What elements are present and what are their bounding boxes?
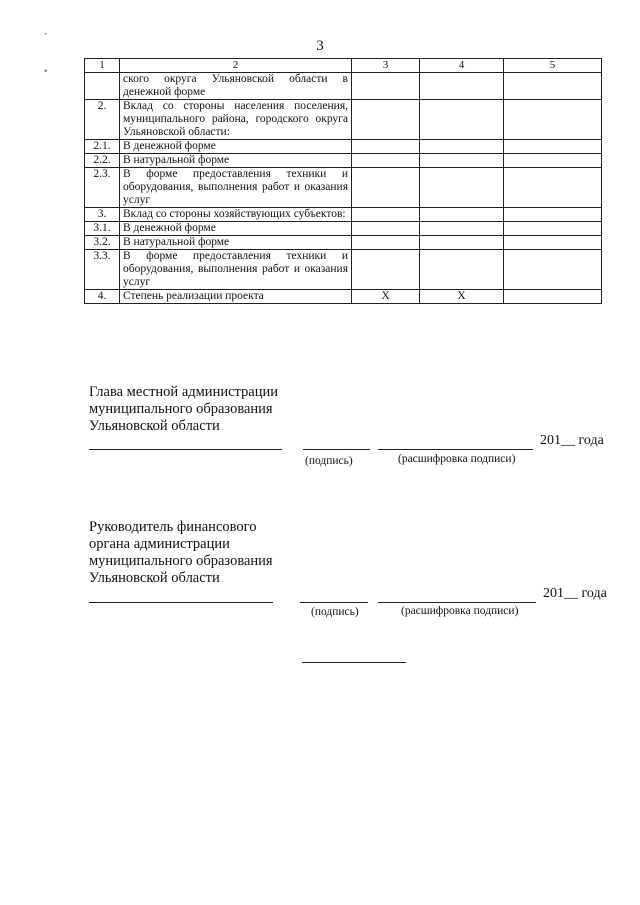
row-col-3: [352, 168, 420, 208]
row-col-5: [504, 208, 602, 222]
margin-mark-bullet: •: [44, 66, 48, 76]
table-row: [85, 290, 602, 304]
table-header-row: [85, 59, 602, 73]
row-number: 3.1.: [85, 222, 120, 236]
table-row: [85, 73, 602, 100]
table-row: [85, 168, 602, 208]
row-number: [85, 73, 120, 100]
row-description: В денежной форме: [120, 140, 352, 154]
title-line: Ульяновской области: [89, 418, 220, 434]
head-of-administration-title: [89, 384, 278, 435]
row-description: Вклад со стороны населения поселения, муниципального района, городского округа Ульяновской области:: [120, 100, 352, 140]
title-line: Глава местной администрации: [89, 384, 279, 400]
row-col-3: [352, 73, 420, 100]
row-col-4: [420, 100, 504, 140]
header-col-3: 3: [352, 59, 420, 73]
header-col-5: 5: [504, 59, 602, 73]
title-line: муниципального образования: [89, 401, 273, 417]
row-col-4: [420, 73, 504, 100]
table-row: [85, 222, 602, 236]
row-col-4: [420, 140, 504, 154]
row-description: В форме предоставления техники и оборудования, выполнения работ и оказания услуг: [120, 250, 352, 290]
row-col-4: [420, 222, 504, 236]
year-field: 201__ года: [543, 586, 607, 601]
table-row: [85, 154, 602, 168]
name-line: [89, 449, 282, 450]
row-col-5: [504, 73, 602, 100]
row-col-5: [504, 140, 602, 154]
row-description: В денежной форме: [120, 222, 352, 236]
signature-line: [300, 602, 368, 603]
row-col-5: [504, 100, 602, 140]
row-description: Степень реализации проекта: [120, 290, 352, 304]
row-description: В натуральной форме: [120, 236, 352, 250]
title-line: Руководитель финансового: [89, 519, 257, 535]
row-col-5: [504, 236, 602, 250]
table-row: [85, 140, 602, 154]
signature-caption: (подпись): [305, 455, 353, 467]
header-col-1: 1: [85, 59, 120, 73]
row-col-4: [420, 236, 504, 250]
row-col-5: [504, 154, 602, 168]
table-row: [85, 236, 602, 250]
row-col-3: [352, 250, 420, 290]
signature-caption: (подпись): [311, 606, 359, 618]
row-number: 3.3.: [85, 250, 120, 290]
decoding-caption: (расшифровка подписи): [401, 605, 519, 617]
row-col-5: [504, 168, 602, 208]
row-description: В натуральной форме: [120, 154, 352, 168]
row-number: 3.: [85, 208, 120, 222]
report-table: [84, 58, 602, 304]
row-col-3: [352, 100, 420, 140]
row-col-3: [352, 236, 420, 250]
row-description: ского округа Ульяновской области в денежной форме: [120, 73, 352, 100]
row-number: 2.: [85, 100, 120, 140]
decoding-caption: (расшифровка подписи): [398, 453, 516, 465]
row-number: 4.: [85, 290, 120, 304]
header-col-4: 4: [420, 59, 504, 73]
title-line: Ульяновской области: [89, 570, 220, 586]
row-col-3: [352, 222, 420, 236]
row-col-5: [504, 290, 602, 304]
title-line: органа администрации: [89, 536, 230, 552]
row-col-4: [420, 250, 504, 290]
row-col-4: [420, 208, 504, 222]
row-col-4: [420, 168, 504, 208]
row-number: 3.2.: [85, 236, 120, 250]
row-col-3: [352, 140, 420, 154]
page-number: 3: [316, 38, 324, 54]
header-col-2: 2: [120, 59, 352, 73]
end-separator-line: [302, 662, 406, 663]
year-field: 201__ года: [540, 433, 604, 448]
row-col-3: Х: [352, 290, 420, 304]
row-col-3: [352, 154, 420, 168]
signature-line: [303, 449, 370, 450]
row-col-4: Х: [420, 290, 504, 304]
table-row: [85, 250, 602, 290]
row-description: В форме предоставления техники и оборудования, выполнения работ и оказания услуг: [120, 168, 352, 208]
row-col-3: [352, 208, 420, 222]
row-col-5: [504, 250, 602, 290]
head-of-finance-title: [89, 519, 273, 587]
margin-mark-dash: -: [44, 28, 47, 38]
row-number: 2.1.: [85, 140, 120, 154]
table-row: [85, 208, 602, 222]
row-number: 2.3.: [85, 168, 120, 208]
row-number: 2.2.: [85, 154, 120, 168]
table-row: [85, 100, 602, 140]
row-col-5: [504, 222, 602, 236]
name-line: [89, 602, 273, 603]
title-line: муниципального образования: [89, 553, 273, 569]
row-col-4: [420, 154, 504, 168]
decoding-line: [378, 602, 536, 603]
row-description: Вклад со стороны хозяйствующих субъектов:: [120, 208, 352, 222]
decoding-line: [378, 449, 533, 450]
